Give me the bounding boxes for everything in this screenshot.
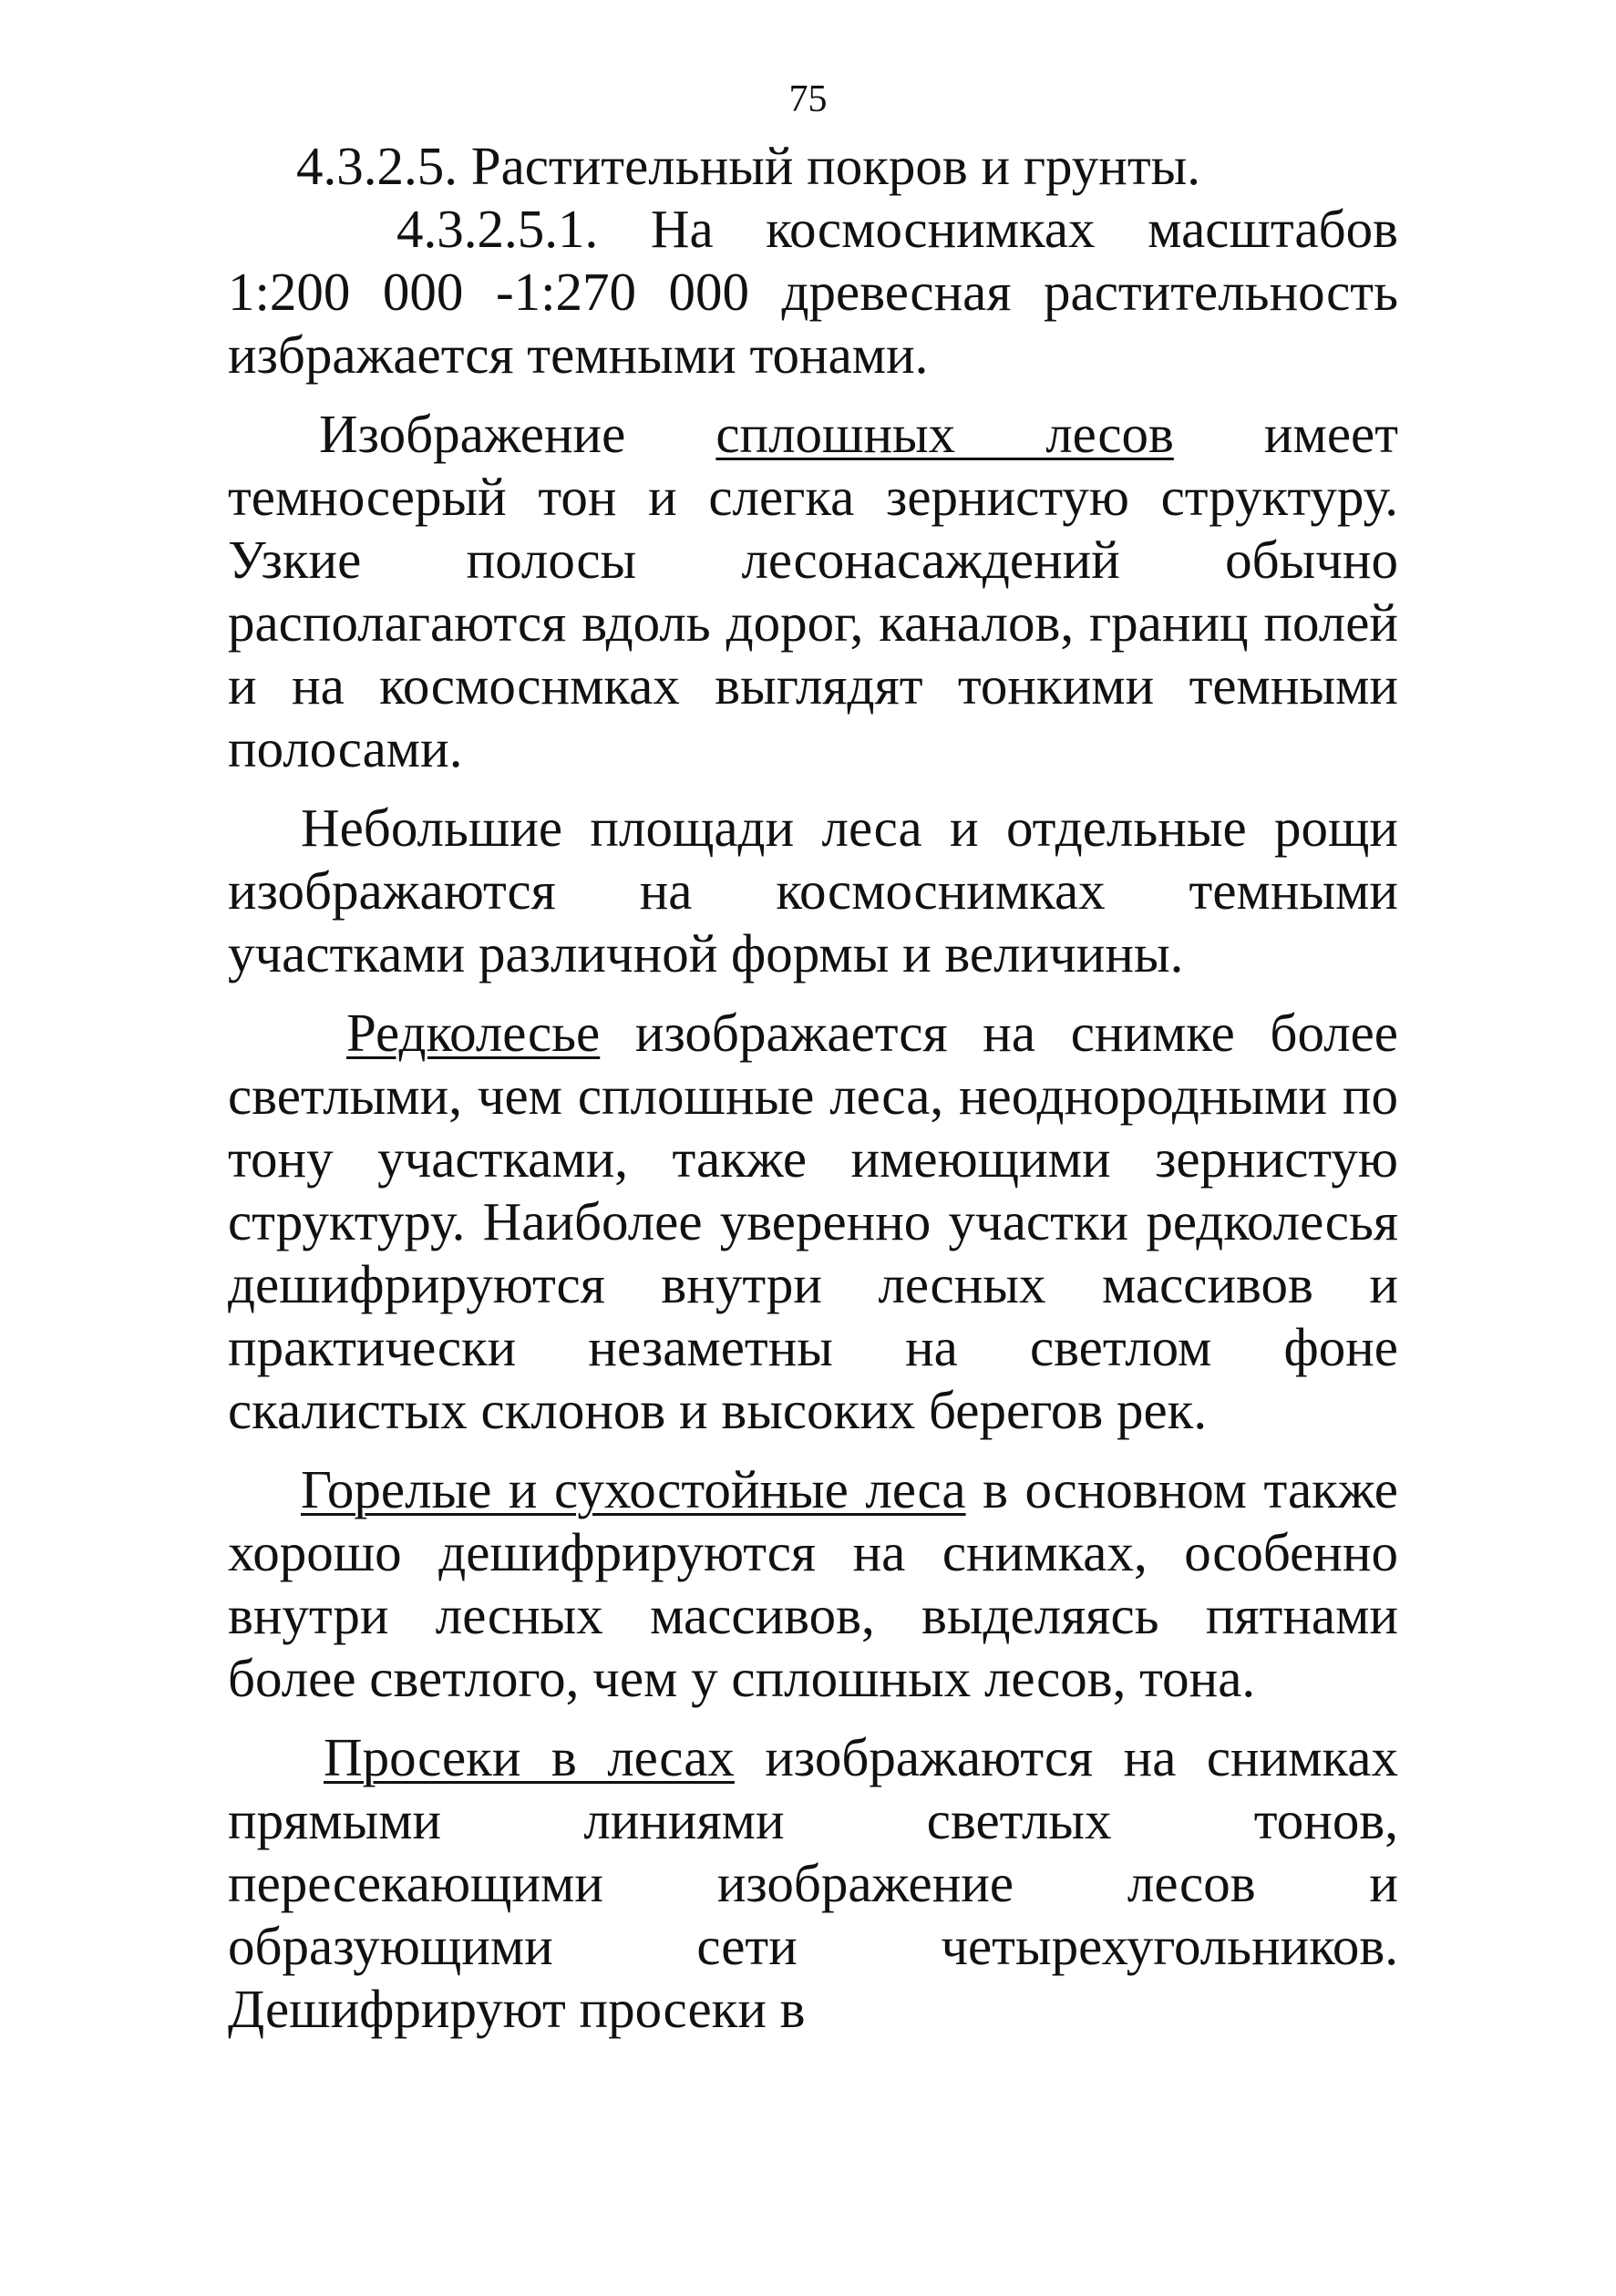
term-burnt-forests: Горелые и сухостойные леса (301, 1459, 966, 1519)
term-solid-forests: сплошных лесов (715, 404, 1174, 464)
paragraph-2-text: имеет темносерый тон и слегка зернистую структуру. Узкие полосы лесонасаждений обычно располагаются вдоль дорог, каналов, границ полей и на космоснмках выглядят тонкими темными полосами. (228, 404, 1398, 778)
paragraph-1-text: 4.3.2.5.1. На космоснимках масштабов 1:200 000 -1:270 000 древесная растительность избражается темными тонами. (228, 199, 1398, 385)
page-number: 75 (788, 78, 828, 120)
paragraph-5-text: в основном также хорошо дешифрируются на снимках, особенно внутри лесных массивов, выделяясь пятнами более светлого, чем у сплошных лесов, тона. (228, 1459, 1398, 1708)
body-text (228, 135, 1398, 2041)
term-sparse-forest: Редколесье (346, 1003, 601, 1063)
paragraph-6 (228, 1726, 1398, 2041)
paragraph-5 (228, 1458, 1398, 1710)
paragraph-4 (228, 1002, 1398, 1442)
paragraph-6-text: изображаются на снимках прямыми линиями светлых тонов, пересекающими изображение лесов и образующими сети четырехугольников. Дешифрируют просеки в (228, 1727, 1398, 2039)
term-forest-clearings: Просеки в лесах (324, 1727, 735, 1787)
paragraph-4-text: изображается на снимке более светлыми, чем сплошные леса, неоднородными по тону участками, также имеющими зернистую структуру. Наиболее уверенно участки редколесья дешифрируются внутри лесных массивов и практически незаметны на светлом фоне скалистых склонов и высоких берегов рек. (228, 1003, 1398, 1440)
paragraph-1 (228, 198, 1398, 386)
paragraph-2-lead: Изображение (319, 404, 716, 464)
section-heading: 4.3.2.5. Растительный покров и грунты. (296, 136, 1200, 196)
paragraph-2 (228, 403, 1398, 780)
paragraph-3-text: Небольшие площади леса и отдельные рощи изображаются на космоснимках темными участками различной формы и величины. (228, 798, 1398, 983)
paragraph-3 (228, 797, 1398, 985)
